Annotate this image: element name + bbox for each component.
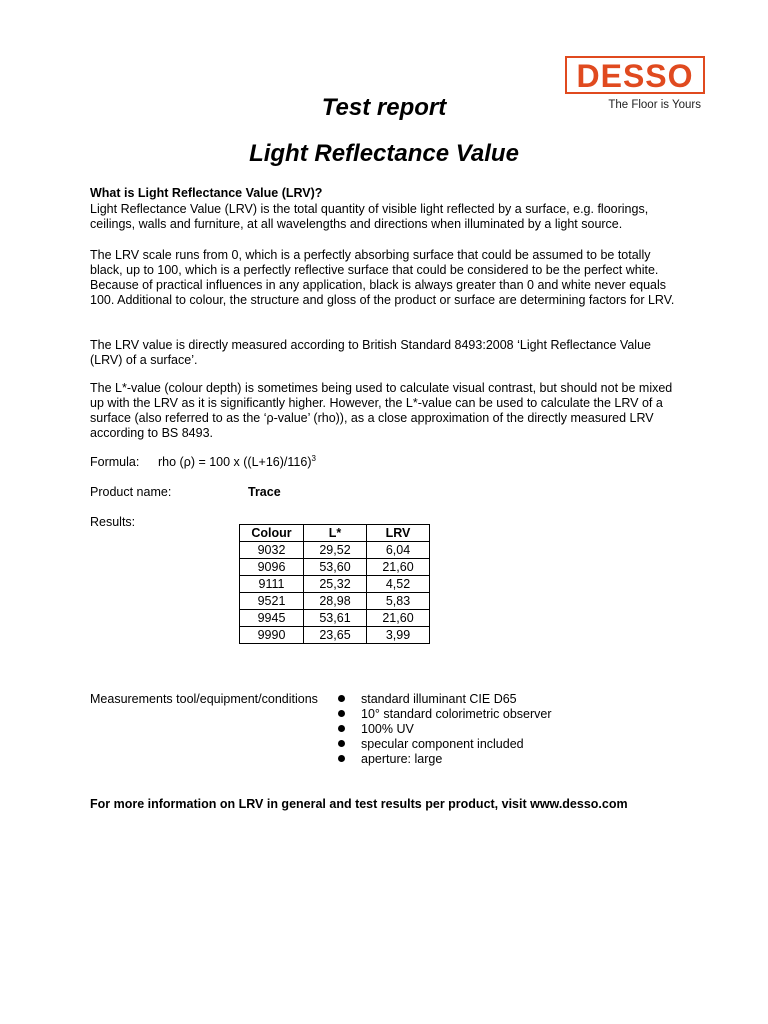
formula-exponent: 3 [311, 453, 316, 463]
product-label: Product name: [90, 485, 172, 499]
cell-l-star: 29,52 [304, 542, 367, 559]
cell-colour: 9111 [240, 576, 304, 593]
cell-colour: 9096 [240, 559, 304, 576]
cell-lrv: 5,83 [367, 593, 430, 610]
document-subtitle: Light Reflectance Value [249, 140, 519, 167]
cell-l-star: 53,61 [304, 610, 367, 627]
table-row [240, 559, 430, 576]
results-label: Results: [90, 515, 136, 529]
header-l-star: L* [304, 525, 367, 542]
formula-label: Formula: [90, 455, 140, 469]
list-item [337, 722, 667, 737]
paragraph-scale: The LRV scale runs from 0, which is a perfectly absorbing surface that could be assumed to be totally black, up to 100, which is a perfectly reflective surface that could be considered to be the perfect white. Because of practical influences in any application, black is always greater than 0 and white never equals 100. Additional to colour, the structure and gloss of the product or surface are determining factors for LRV. [90, 248, 675, 307]
cell-lrv: 21,60 [367, 559, 430, 576]
paragraph-l-value: The L*-value (colour depth) is sometimes being used to calculate visual contrast, but should not be mixed up with the LRV as it is significantly higher. However, the L*-value can be used to calculate the LRV of a surface (also referred to as the ‘ρ-value’ (rho)), as a close approximation of the directly measured LRV according to BS 8493. [90, 381, 673, 440]
list-item-text: 100% UV [361, 722, 414, 736]
measurements-label: Measurements tool/equipment/conditions [90, 692, 318, 706]
list-item [337, 692, 667, 707]
table-row [240, 610, 430, 627]
cell-l-star: 25,32 [304, 576, 367, 593]
bullet-icon [338, 740, 345, 747]
cell-lrv: 4,52 [367, 576, 430, 593]
cell-l-star: 28,98 [304, 593, 367, 610]
cell-colour: 9521 [240, 593, 304, 610]
list-item [337, 752, 667, 767]
product-name: Trace [248, 485, 281, 499]
document-title: Test report [321, 94, 447, 121]
cell-colour: 9945 [240, 610, 304, 627]
logo-frame [565, 56, 705, 94]
cell-l-star: 53,60 [304, 559, 367, 576]
paragraph-definition: Light Reflectance Value (LRV) is the total quantity of visible light reflected by a surface, e.g. floorings, ceilings, walls and furniture, at all wavelengths and directions when illuminated by a light source. [90, 202, 649, 231]
cell-lrv: 6,04 [367, 542, 430, 559]
table-row [240, 627, 430, 644]
bullet-icon [338, 710, 345, 717]
section-heading: What is Light Reflectance Value (LRV)? [90, 186, 323, 200]
table-header-row [240, 525, 430, 542]
table-row [240, 542, 430, 559]
cell-lrv: 3,99 [367, 627, 430, 644]
paragraph-standard: The LRV value is directly measured according to British Standard 8493:2008 ‘Light Reflectance Value (LRV) of a surface’. [90, 338, 651, 367]
table-row [240, 593, 430, 610]
bullet-icon [338, 755, 345, 762]
table-row [240, 576, 430, 593]
list-item-text: 10° standard colorimetric observer [361, 707, 552, 721]
cell-lrv: 21,60 [367, 610, 430, 627]
logo-wordmark: DESSO [576, 58, 694, 94]
cell-l-star: 23,65 [304, 627, 367, 644]
footer-note: For more information on LRV in general and test results per product, visit www.desso.com [90, 797, 628, 811]
logo-tagline: The Floor is Yours [608, 99, 701, 111]
list-item [337, 707, 667, 722]
list-item-text: specular component included [361, 737, 524, 751]
formula-expression [158, 455, 316, 470]
list-item-text: standard illuminant CIE D65 [361, 692, 517, 706]
measurements-list [337, 692, 667, 767]
list-item [337, 737, 667, 752]
header-colour: Colour [240, 525, 304, 542]
cell-colour: 9032 [240, 542, 304, 559]
formula-text: rho (ρ) = 100 x ((L+16)/116) [158, 455, 312, 469]
header-lrv: LRV [367, 525, 430, 542]
cell-colour: 9990 [240, 627, 304, 644]
list-item-text: aperture: large [361, 752, 443, 766]
bullet-icon [338, 695, 345, 702]
results-table [239, 524, 430, 644]
bullet-icon [338, 725, 345, 732]
